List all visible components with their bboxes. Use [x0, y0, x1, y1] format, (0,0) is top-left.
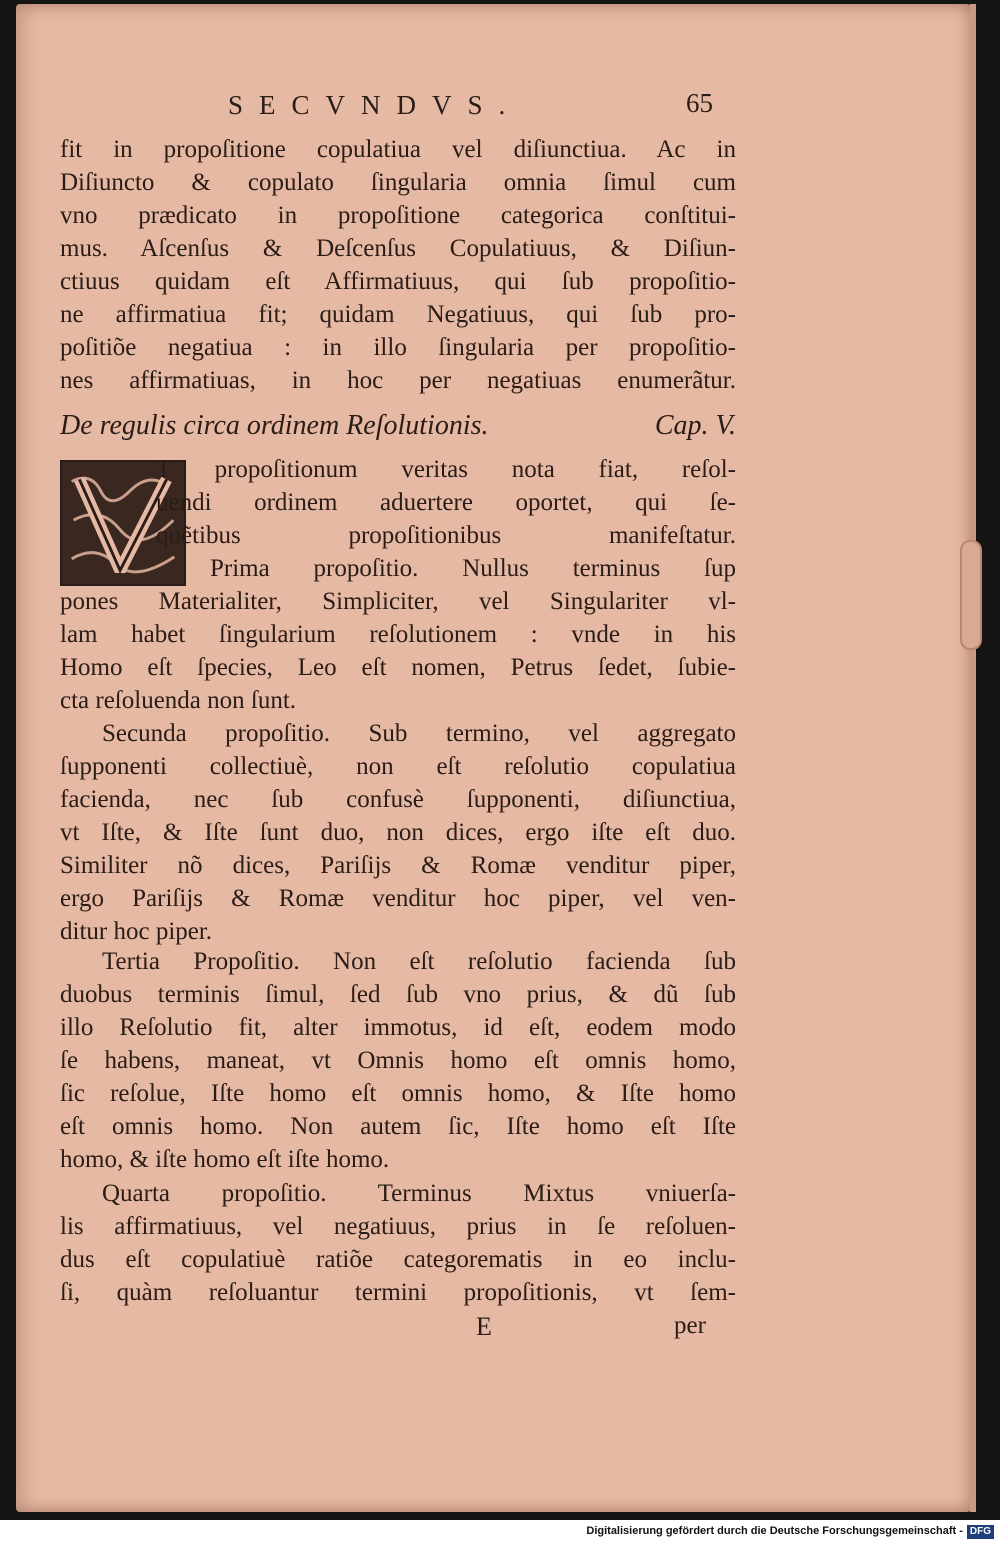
- paragraph-3: [60, 718, 736, 949]
- text-line: ditur hoc piper.: [60, 918, 213, 945]
- footer: [0, 1520, 1000, 1542]
- paragraph-2-wide: [60, 454, 736, 586]
- text-line: T propoſitionum veritas nota fiat, reſol-: [156, 456, 736, 483]
- text-line: Secunda propoſitio. Sub termino, vel aggregato: [102, 720, 736, 747]
- text-line: Quarta propoſitio. Terminus Mixtus vniuerſa-: [102, 1180, 736, 1207]
- text-line: Prima propoſitio. Nullus terminus ſup: [210, 555, 736, 582]
- text-line: vt Iſte, & Iſte ſunt duo, non dices, ergo iſte eſt duo.: [60, 819, 736, 846]
- text-line: Tertia Propoſitio. Non eſt reſolutio facienda ſub: [102, 948, 736, 975]
- text-line: eſt omnis homo. Non autem ſic, Iſte homo eſt Iſte: [60, 1113, 736, 1140]
- bookmark-tab: [960, 540, 982, 650]
- text-line: quẽtibus propoſitionibus manifeſtatur.: [156, 522, 736, 549]
- text-line: duobus terminis ſimul, ſed ſub vno prius, & dũ ſub: [60, 981, 736, 1008]
- text-line: facienda, nec ſub confusè ſupponenti, diſiunctiua,: [60, 786, 736, 813]
- paragraph-2: [60, 586, 736, 718]
- text-line: ſupponenti collectiuè, non eſt reſolutio copulatiua: [60, 753, 736, 780]
- signature-mark: E: [476, 1312, 492, 1341]
- text-line: illo Reſolutio fit, alter immotus, id eſt, eodem modo: [60, 1014, 736, 1041]
- text-line: ergo Pariſijs & Romæ venditur hoc piper, vel ven-: [60, 885, 736, 912]
- text-line: fit in propoſitione copulatiua vel diſiunctiua. Ac in: [60, 136, 736, 163]
- text-line: dus eſt copulatiuè ratiõe categorematis in eo inclu-: [60, 1246, 736, 1273]
- paragraph-4: [60, 946, 736, 1177]
- text-line: mus. Aſcenſus & Deſcenſus Copulatiuus, & Diſiun-: [60, 235, 736, 262]
- chapter-heading: [60, 410, 736, 442]
- text-line: Similiter nõ dices, Pariſijs & Romæ venditur piper,: [60, 852, 736, 879]
- chapter-title: De regulis circa ordinem Reſolutionis.: [60, 410, 489, 441]
- text-line: lis affirmatiuus, vel negatiuus, prius in ſe reſoluen-: [60, 1213, 736, 1240]
- text-line: Diſiuncto & copulato ſingularia omnia ſimul cum: [60, 169, 736, 196]
- text-line: ſic reſolue, Iſte homo eſt omnis homo, & Iſte homo: [60, 1080, 736, 1107]
- text-line: vno prædicato in propoſitione categorica conſtitui-: [60, 202, 736, 229]
- text-line: ne affirmatiua fit; quidam Negatiuus, qui ſub pro-: [60, 301, 736, 328]
- text-line: poſitiõe negatiua : in illo ſingularia per propoſitio-: [60, 334, 736, 361]
- paragraph-5: [60, 1178, 736, 1310]
- chapter-label: Cap. V.: [654, 410, 736, 441]
- text-line: pones Materialiter, Simpliciter, vel Singulariter vl-: [60, 588, 736, 615]
- text-line: cta reſoluenda non ſunt.: [60, 687, 297, 714]
- footer-text: Digitalisierung gefördert durch die Deutsche Forschungsgemeinschaft -: [586, 1525, 963, 1537]
- text-line: nes affirmatiuas, in hoc per negatiuas enumerãtur.: [60, 367, 736, 394]
- text-line: ctiuus quidam eſt Affirmatiuus, qui ſub propoſitio-: [60, 268, 736, 295]
- paragraph-1: [60, 134, 736, 394]
- text-line: uendi ordinem aduertere oportet, qui ſe-: [156, 489, 736, 516]
- dfg-logo-icon: DFG: [967, 1525, 994, 1539]
- text-line: ſi, quàm reſoluantur termini propoſitionis, vt ſem-: [60, 1279, 736, 1306]
- text-line: lam habet ſingularium reſolutionem : vnde in his: [60, 621, 736, 648]
- page-number: 65: [686, 88, 713, 118]
- text-line: Homo eſt ſpecies, Leo eſt nomen, Petrus ſedet, ſubie-: [60, 654, 736, 681]
- catchword: per: [674, 1312, 706, 1339]
- text-line: homo, & iſte homo eſt iſte homo.: [60, 1146, 390, 1173]
- running-head: SECVNDVS.: [228, 90, 522, 120]
- page-edge: [970, 4, 976, 1512]
- text-line: ſe habens, maneat, vt Omnis homo eſt omnis homo,: [60, 1047, 736, 1074]
